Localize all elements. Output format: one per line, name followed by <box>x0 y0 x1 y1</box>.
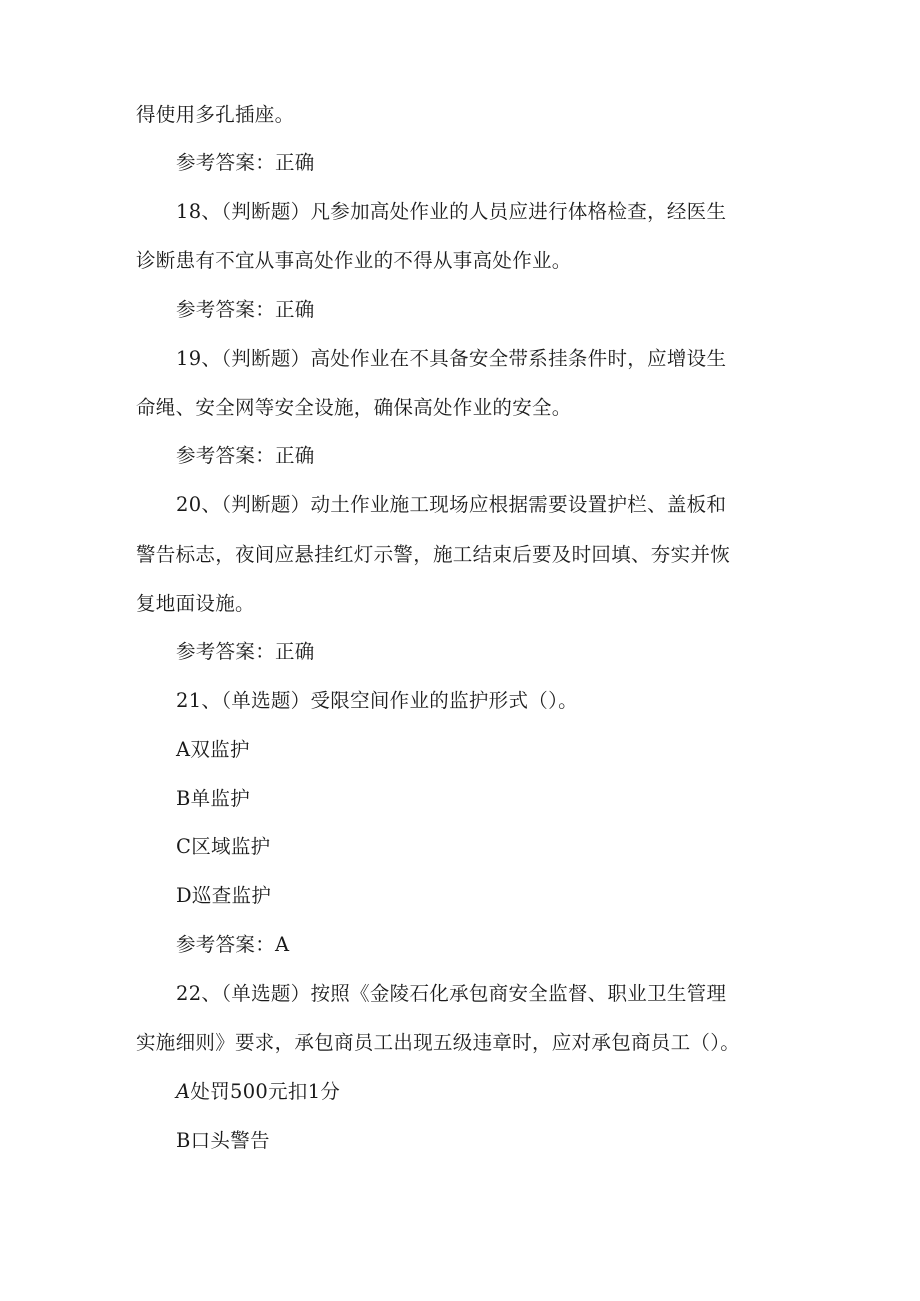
q17-text-tail: 得使用多孔插座。 <box>136 103 295 126</box>
q21-answer: 参考答案：A <box>176 933 290 956</box>
q21-option-c: C区域监护 <box>176 835 271 858</box>
q21-text-line-1: 21、（单选题）受限空间作业的监护形式（）。 <box>176 689 578 712</box>
q18-text-line-2: 诊断患有不宜从事高处作业的不得从事高处作业。 <box>136 249 572 272</box>
q17-answer: 参考答案：正确 <box>176 151 315 174</box>
q22-text-line-1: 22、（单选题）按照《金陵石化承包商安全监督、职业卫生管理 <box>176 982 727 1005</box>
q20-text-line-3: 复地面设施。 <box>136 592 255 615</box>
q22-option-a-letter: A <box>176 1080 191 1103</box>
q18-answer: 参考答案：正确 <box>176 298 315 321</box>
q21-option-b: B单监护 <box>176 787 251 810</box>
q19-text-line-2: 命绳、安全网等安全设施，确保高处作业的安全。 <box>136 396 572 419</box>
q22-text-line-2: 实施细则》要求，承包商员工出现五级违章时，应对承包商员工（）。 <box>136 1031 741 1054</box>
q19-text-line-1: 19、（判断题）高处作业在不具备安全带系挂条件时，应增设生 <box>176 347 727 370</box>
q22-option-a-text: 处罚500元扣1分 <box>190 1080 341 1103</box>
q21-option-a: A双监护 <box>176 738 250 761</box>
q20-text-line-2: 警告标志，夜间应悬挂红灯示警，施工结束后要及时回填、夯实并恢 <box>136 543 731 566</box>
q18-text-line-1: 18、（判断题）凡参加高处作业的人员应进行体格检查，经医生 <box>176 200 727 223</box>
q19-answer: 参考答案：正确 <box>176 444 315 467</box>
q20-answer: 参考答案：正确 <box>176 640 315 663</box>
q22-option-b: B口头警告 <box>176 1129 270 1152</box>
q20-text-line-1: 20、（判断题）动土作业施工现场应根据需要设置护栏、盖板和 <box>176 493 727 516</box>
q22-option-a <box>176 1079 340 1105</box>
q21-option-d: D巡查监护 <box>176 884 272 907</box>
